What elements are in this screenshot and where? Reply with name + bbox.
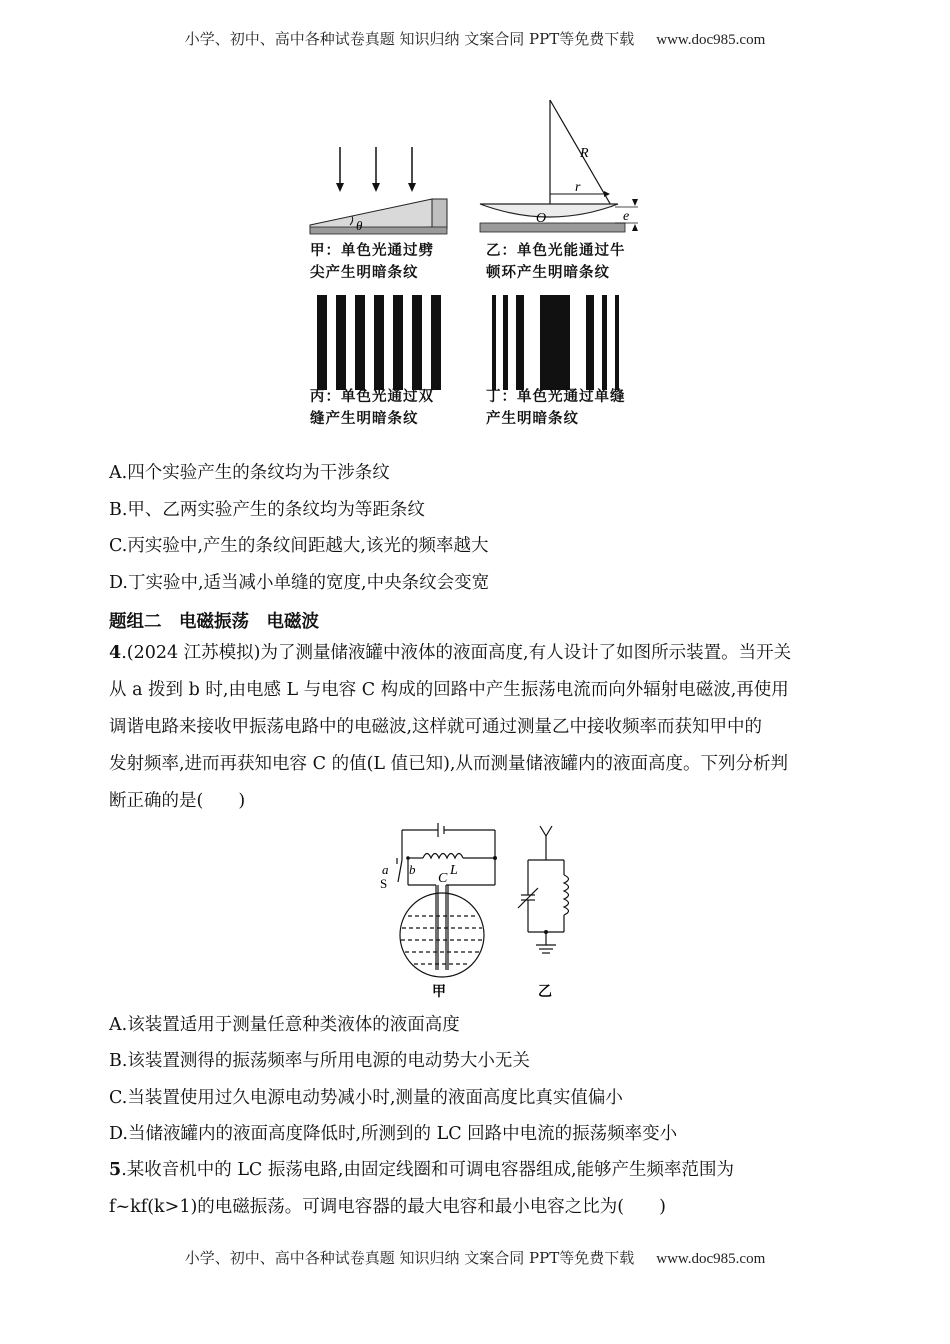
q4-line1 <box>109 635 839 672</box>
footer-text: 小学、初中、高中各种试卷真题 知识归纳 文案合同 PPT等免费下载 <box>184 1249 635 1267</box>
circuit-caption-jia: 甲 <box>432 984 446 1000</box>
q4-line1-text: .(2024 江苏模拟)为了测量储液罐中液体的液面高度,有人设计了如图所示装置。当开关 <box>121 643 792 663</box>
q5-stem <box>109 1152 839 1226</box>
q4-line2: 从 a 拨到 b 时,由电感 L 与电容 C 构成的回路中产生振荡电流而向外辐射电磁波,再使用 <box>109 680 789 700</box>
page-header <box>0 28 950 49</box>
q4-line4: 发射频率,进而再获知电容 C 的值(L 值已知),从而测量储液罐内的液面高度。下列分析判 <box>109 754 788 774</box>
theta-label: θ <box>356 218 363 233</box>
q4-stem <box>109 635 839 820</box>
single-slit-fringes <box>492 295 619 390</box>
newton-rings-diagram <box>480 100 638 232</box>
page-footer <box>0 1247 950 1268</box>
q4-option-d[interactable]: D.当储液罐内的液面高度降低时,所测到的 LC 回路中电流的振荡频率变小 <box>109 1124 678 1144</box>
caption-ding-line2: 产生明暗条纹 <box>486 410 579 427</box>
caption-jia-line2: 尖产生明暗条纹 <box>310 264 419 281</box>
lc-circuit-figure <box>368 820 588 1005</box>
label-a: a <box>382 862 389 877</box>
q3-option-b[interactable]: B.甲、乙两实验产生的条纹均为等距条纹 <box>109 500 425 520</box>
section-title: 题组二 电磁振荡 电磁波 <box>109 612 319 632</box>
caption-yi <box>486 240 626 284</box>
q3-option-d[interactable]: D.丁实验中,适当减小单缝的宽度,中央条纹会变宽 <box>109 573 490 593</box>
header-site: www.doc985.com <box>656 32 766 48</box>
caption-ding-line1: 丁：单色光通过单缝 <box>486 388 626 405</box>
wedge-diagram <box>310 147 447 234</box>
caption-jia <box>310 240 434 284</box>
caption-bing-line2: 缝产生明暗条纹 <box>310 410 419 427</box>
caption-yi-line1: 乙：单色光能通过牛 <box>486 242 626 259</box>
label-c: C <box>438 871 448 886</box>
q3-option-c[interactable]: C.丙实验中,产生的条纹间距越大,该光的频率越大 <box>109 536 489 556</box>
r-radius-label: R <box>580 146 589 161</box>
q4-option-a[interactable]: A.该装置适用于测量任意种类液体的液面高度 <box>109 1015 460 1035</box>
caption-bing-line1: 丙：单色光通过双 <box>310 388 434 405</box>
circuit-caption-yi: 乙 <box>538 984 552 1000</box>
q4-option-b[interactable]: B.该装置测得的振荡频率与所用电源的电动势大小无关 <box>109 1051 530 1071</box>
q4-line5: 断正确的是( ) <box>109 791 246 811</box>
r-small-label: r <box>575 180 581 195</box>
caption-yi-line2: 顿环产生明暗条纹 <box>486 264 610 281</box>
q4-number: 4 <box>109 643 122 663</box>
caption-bing <box>310 386 434 430</box>
q4-line3: 调谐电路来接收甲振荡电路中的电磁波,这样就可通过测量乙中接收频率而获知甲中的 <box>109 717 763 737</box>
q5-line1 <box>109 1152 839 1189</box>
e-label: e <box>623 209 630 224</box>
o-label: O <box>536 211 547 226</box>
q3-option-a[interactable]: A.四个实验产生的条纹均为干涉条纹 <box>109 463 390 483</box>
footer-site: www.doc985.com <box>656 1251 766 1267</box>
q5-line1-text: .某收音机中的 LC 振荡电路,由固定线圈和可调电容器组成,能够产生频率范围为 <box>121 1160 735 1180</box>
header-text: 小学、初中、高中各种试卷真题 知识归纳 文案合同 PPT等免费下载 <box>184 30 635 48</box>
label-b: b <box>409 862 416 877</box>
label-l: L <box>450 863 458 878</box>
q5-number: 5 <box>109 1160 122 1180</box>
q5-line2: f~kf(k>1)的电磁振荡。可调电容器的最大电容和最小电容之比为( ) <box>109 1197 666 1217</box>
label-s: S <box>380 876 388 891</box>
double-slit-fringes <box>317 295 441 390</box>
caption-ding <box>486 386 626 430</box>
caption-jia-line1: 甲：单色光通过劈 <box>310 242 434 259</box>
q4-option-c[interactable]: C.当装置使用过久电源电动势减小时,测量的液面高度比真实值偏小 <box>109 1088 623 1108</box>
